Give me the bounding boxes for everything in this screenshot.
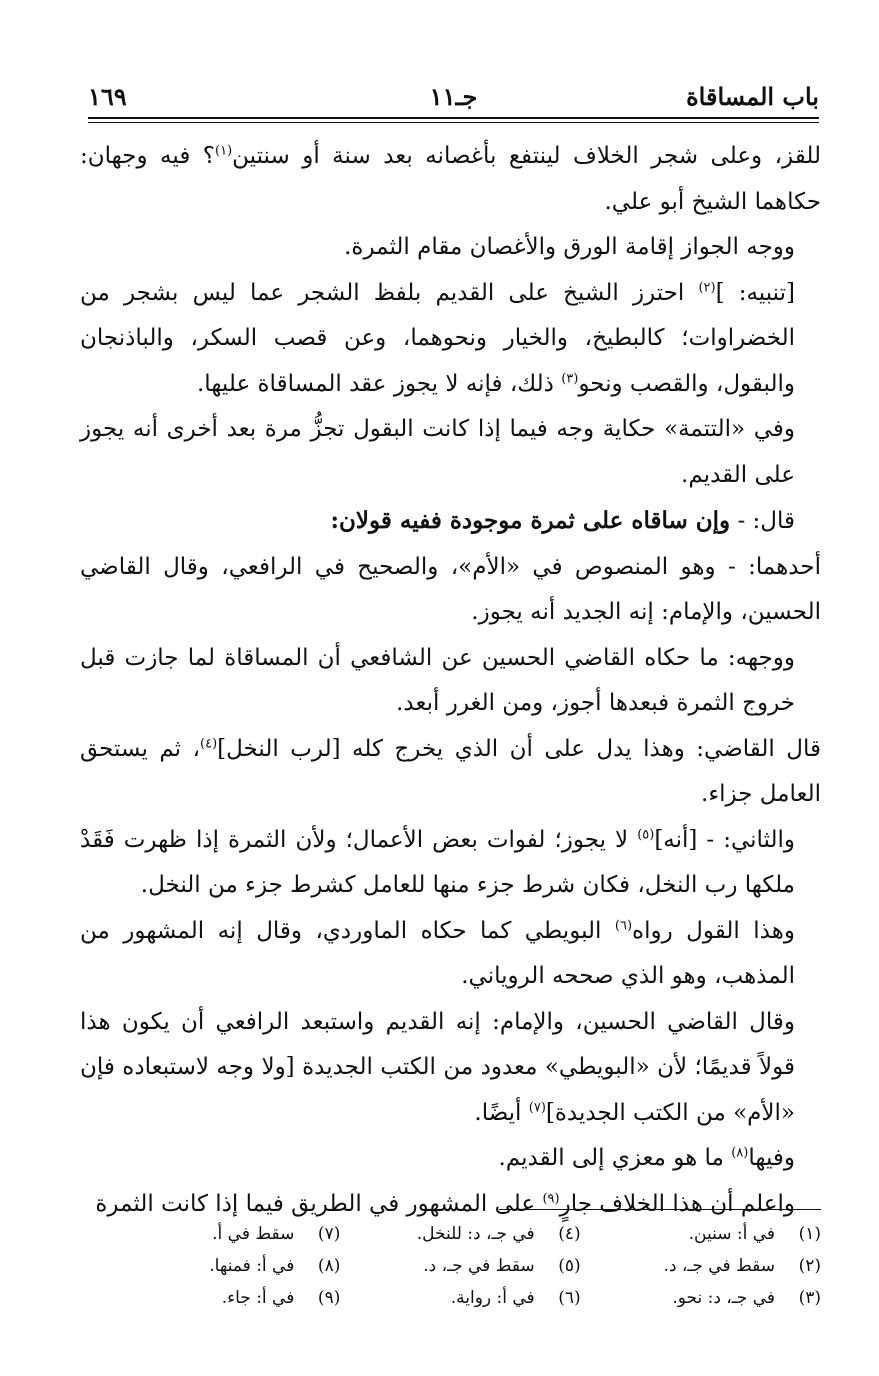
running-header <box>88 78 819 118</box>
paragraph: ووجهه: ما حكاه القاضي الحسين عن الشافعي أن المساقاة لما جازت قبل خروج الثمرة فبعدها أجوز، ومن الغرر أبعد. <box>80 644 795 716</box>
footnote-ref: (٩) <box>542 1190 560 1206</box>
paragraph: وقال القاضي الحسين، والإمام: إنه القديم واستبعد الرافعي أن يكون هذا قولاً قديمًا؛ لأن «البويطي» معدود من الكتب الجديدة [ولا وجه لاستبعاده فإن «الأم» من الكتب الجديدة]$^{(٧)}$ أيضًا. <box>80 1008 795 1126</box>
paragraph: وفي «التتمة» حكاية وجه فيما إذا كانت البقول تجزُّ مرة بعد أخرى أنه يجوز على القديم. <box>80 416 795 488</box>
footnote-ref: (٢) <box>698 279 716 295</box>
footnote: (٨)في أ: فمنها. <box>209 1256 341 1276</box>
footnote: (٩)في أ: جاء. <box>221 1288 341 1308</box>
volume-label: جـ١١ <box>429 82 478 111</box>
footnote-ref: (٥) <box>637 826 655 842</box>
paragraph: وهذا القول رواه$^{(٦)}$ البويطي كما حكاه الماوردي، وقال إنه المشهور من المذهب، وهو الذي صححه الروياني. <box>80 917 795 989</box>
footnote-separator <box>499 1209 821 1210</box>
paragraph: قال: - وإن ساقاه على ثمرة موجودة ففيه قولان: <box>330 507 795 534</box>
footnote-ref: (٦) <box>614 917 633 933</box>
footnote-ref: (٣) <box>561 370 579 386</box>
footnote: (٢)سقط في جـ، د. <box>663 1256 821 1276</box>
footnote-ref: (٧) <box>528 1099 546 1115</box>
paragraph: للقز، وعلى شجر الخلاف لينتفع بأغصانه بعد سنة أو سنتين$^{(١)}$؟ فيه وجهان: حكاهما الشيخ أبو علي. <box>80 143 822 215</box>
footnote: (٥)سقط في جـ، د. <box>423 1256 581 1276</box>
footnote-ref: (١) <box>215 143 233 159</box>
paragraph: ووجه الجواز إقامة الورق والأغصان مقام الثمرة. <box>344 234 795 260</box>
footnote-ref: (٤) <box>200 735 218 751</box>
footnote: (٧)سقط في أ. <box>212 1224 341 1244</box>
header-rule-thin <box>88 122 819 123</box>
footnote: (٣)في جـ، د: نحو. <box>672 1288 821 1308</box>
footnote: (٦)في أ: رواية. <box>450 1288 581 1308</box>
paragraph: وفيها$^{(٨)}$ ما هو معزي إلى القديم. <box>498 1145 795 1171</box>
paragraph: والثاني: - [أنه]$^{(٥)}$ لا يجوز؛ لفوات بعض الأعمال؛ ولأن الثمرة إذا ظهرت فَقَدْ ملكها رب النخل، فكان شرط جزء منها للعامل كشرط جزء من النخل. <box>80 826 795 898</box>
paragraph: قال القاضي: وهذا يدل على أن الذي يخرج كله [لرب النخل]$^{(٤)}$، ثم يستحق العامل جزاء. <box>80 735 821 807</box>
main-text <box>80 134 821 1227</box>
footnote-ref: (٨) <box>731 1145 749 1161</box>
paragraph: واعلم أن هذا الخلاف جارٍ$^{(٩)}$ على المشهور في الطريق فيما إذا كانت الثمرة <box>95 1190 795 1217</box>
footnote: (١)في أ: سنين. <box>688 1224 821 1244</box>
footnotes <box>100 1222 821 1310</box>
chapter-title: باب المساقاة <box>686 82 819 111</box>
footnote: (٤)في جـ، د: للنخل. <box>416 1224 581 1244</box>
bold-matn-text: وإن ساقاه على ثمرة موجودة ففيه قولان: <box>330 507 731 534</box>
header-rule-thick <box>88 117 819 119</box>
paragraph: أحدهما: - وهو المنصوص في «الأم»، والصحيح في الرافعي، وقال القاضي الحسين، والإمام: إنه الجديد أنه يجوز. <box>80 553 821 625</box>
page-number: ١٦٩ <box>88 82 127 111</box>
paragraph: [تنبيه: ]$^{(٢)}$ احترز الشيخ على القديم بلفظ الشجر عما ليس بشجر من الخضراوات؛ كالبطيخ، والخيار ونحوهما، وعن قصب السكر، والباذنجان والبقول، والقصب ونحو$^{(٣)}$ ذلك، فإنه لا يجوز عقد المساقاة عليها. <box>80 279 795 397</box>
